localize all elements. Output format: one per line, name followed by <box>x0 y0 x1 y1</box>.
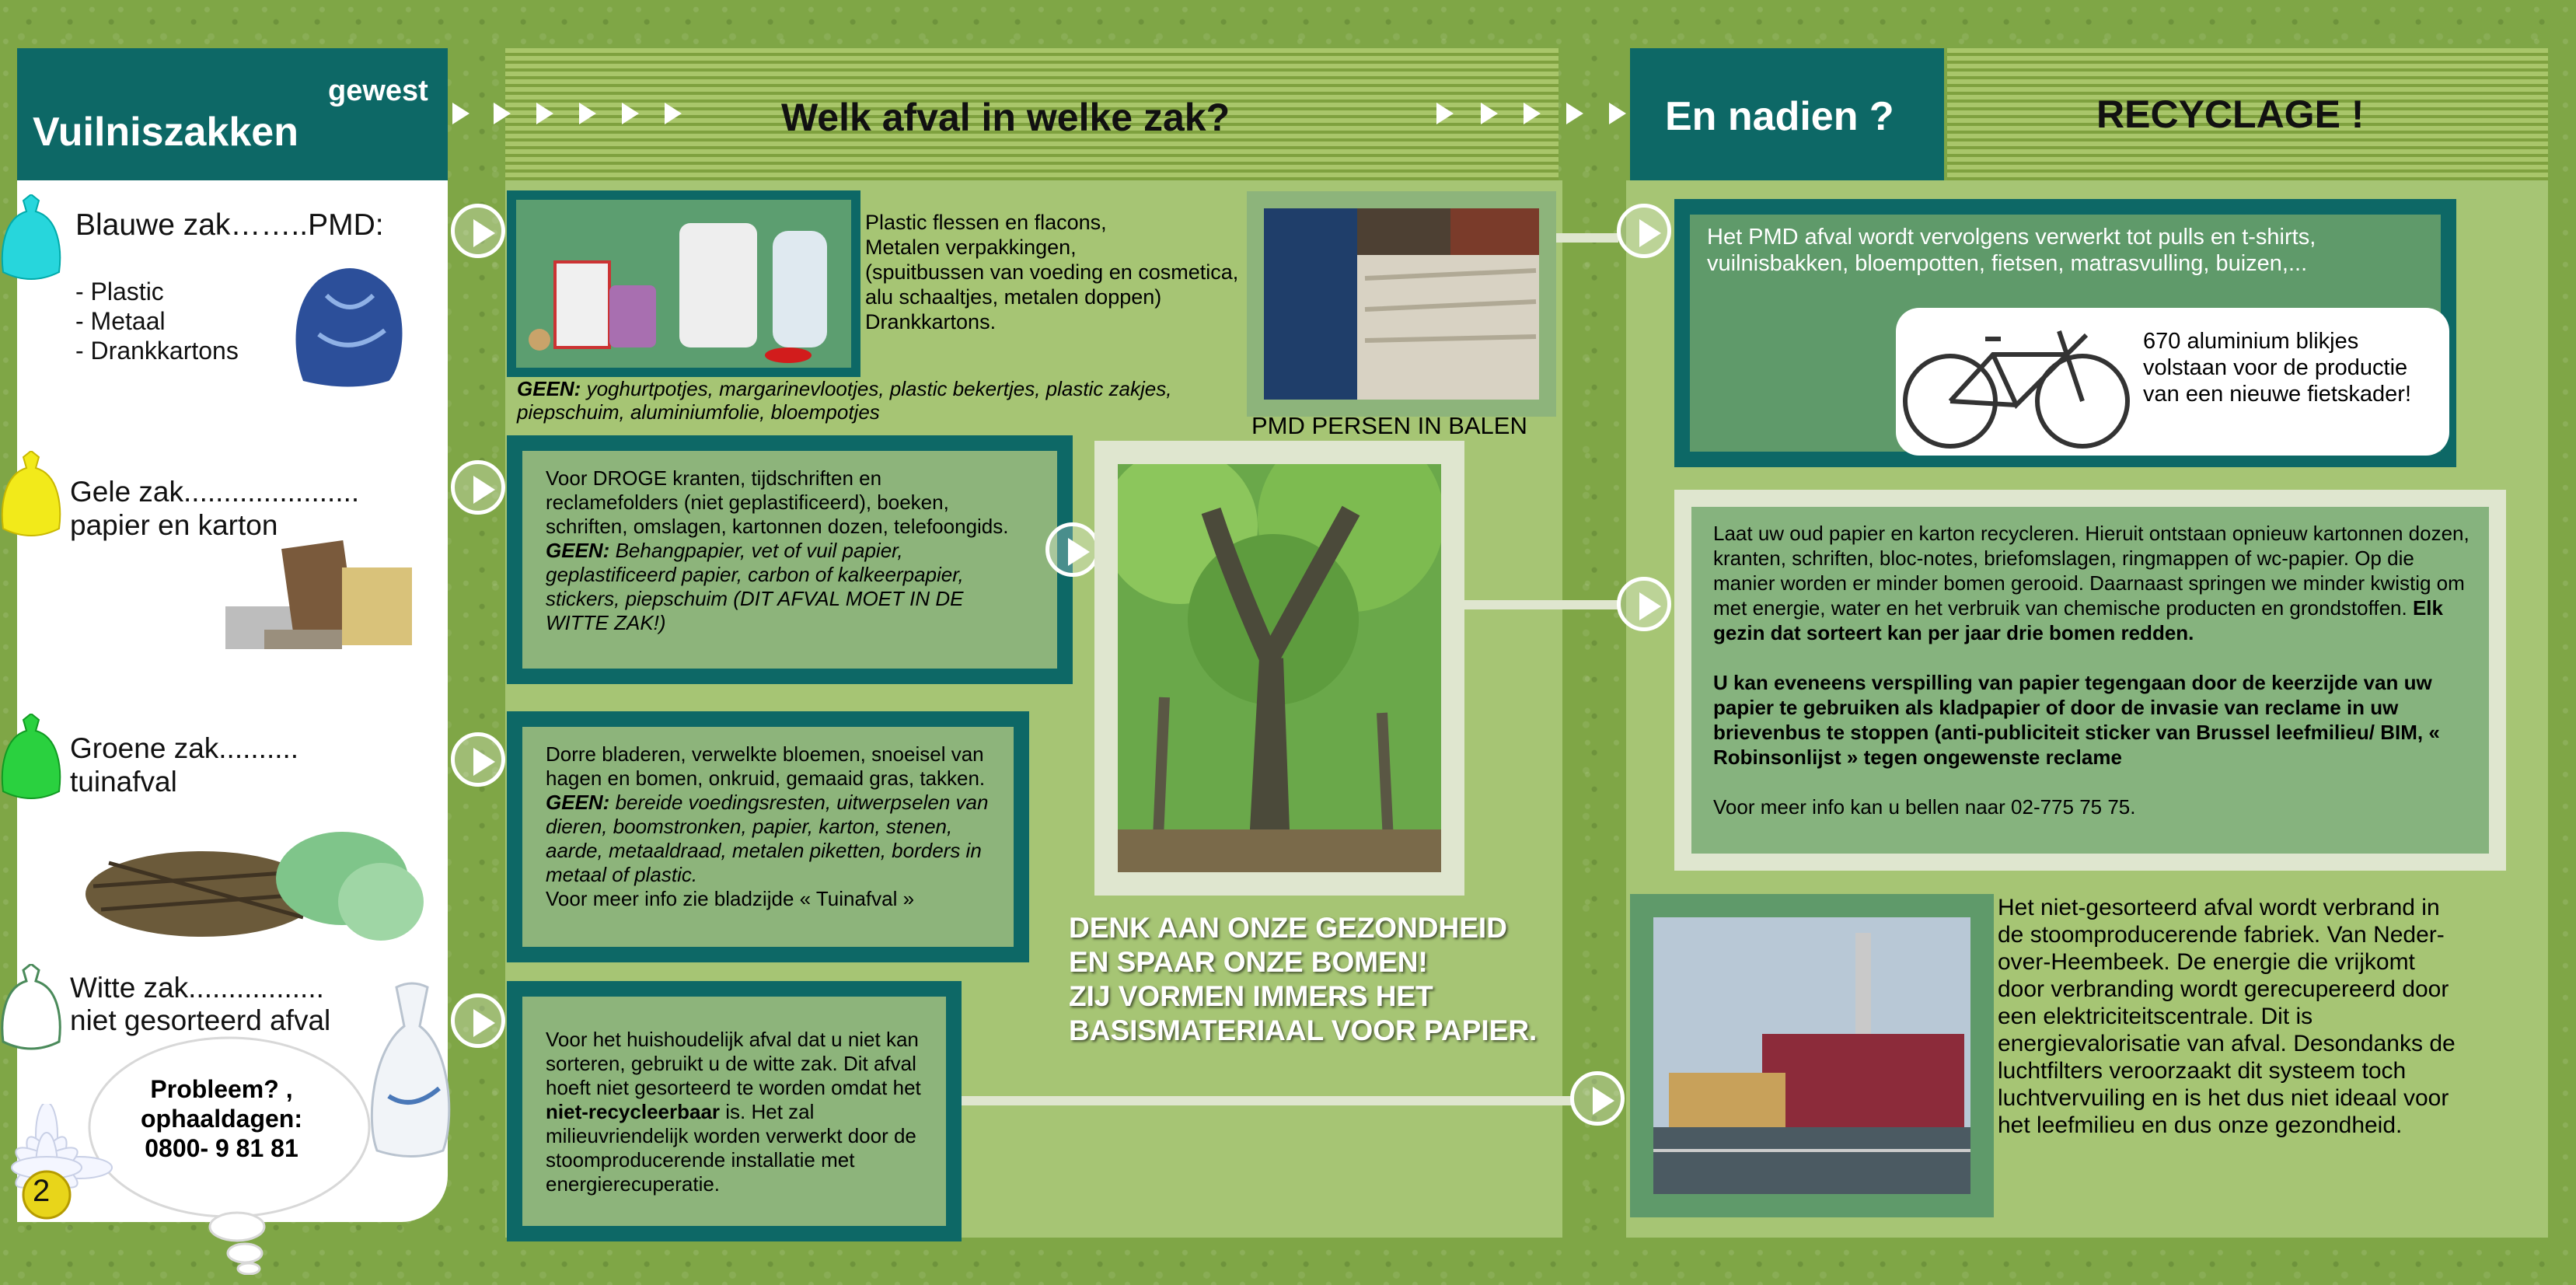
bike-card <box>1896 308 2449 456</box>
connector <box>1556 233 1618 243</box>
pmd-line-2: Metalen verpakkingen, <box>865 236 1077 259</box>
blue-bag-icon <box>0 194 62 284</box>
recycle-paper-bold: Elk gezin dat sorteert kan per jaar drie bomen redden. <box>1713 596 2443 644</box>
garden-waste-photo <box>86 808 428 956</box>
play-button-white-right[interactable] <box>1570 1071 1625 1126</box>
pmd-line-5: Drankkartons. <box>865 310 997 333</box>
pmd-bales-photo <box>1247 191 1556 417</box>
yellow-bag-line1: Gele zak...................... <box>70 476 360 508</box>
cloud-line1: Probleem? , <box>150 1075 293 1103</box>
white-text <box>546 1028 934 1196</box>
recycle-pmd-box <box>1674 199 2456 467</box>
cloud-line2: ophaaldagen: <box>140 1105 302 1133</box>
slogan-line1: DENK AAN ONZE GEZONDHEID <box>1069 912 1507 944</box>
left-header <box>17 48 448 180</box>
connector <box>962 1096 1572 1105</box>
white-bag-line2: niet gesorteerd afval <box>70 1004 331 1036</box>
slogan <box>1069 911 1537 1048</box>
pmd-geen-text: yoghurtpotjes, margarinevlootjes, plastic bekertjes, plastic zakjes, <box>581 377 1172 400</box>
recycle-pmd-text: Het PMD afval wordt vervolgens verwerkt tot pulls en t-shirts, vuilnisbakken, bloempotten, fietsen, matrasvulling, buizen,... <box>1707 225 2316 276</box>
recycle-paper-text <box>1713 521 2475 819</box>
arrow-icon <box>1436 103 1454 124</box>
pmd-text <box>865 210 1269 334</box>
white-bag-line1: Witte zak................. <box>70 972 324 1004</box>
play-button-recycle-paper[interactable] <box>1617 577 1671 631</box>
bike-text: 670 aluminium blikjes volstaan voor de productie van een nieuwe fietskader! <box>2143 329 2411 407</box>
garden-text <box>546 742 1004 911</box>
arrow-icon <box>1566 103 1583 124</box>
garden-main: Dorre bladeren, verwelkte bloemen, snoeisel van hagen en bomen, onkruid, gemaaid gras, takken. <box>546 742 986 790</box>
paper-geen-text: Behangpapier, vet of vuil papier, geplastificeerd papier, carbon of kalkeerpapier, stickers, piepschuim (DIT AFVAL MOET IN DE WITTE ZAK!) <box>546 539 964 634</box>
slogan-line4: BASISMATERIAAL VOOR PAPIER. <box>1069 1014 1538 1046</box>
play-button-pmd[interactable] <box>451 204 505 258</box>
connector <box>1464 600 1620 609</box>
play-button-recycle-pmd[interactable] <box>1617 204 1671 258</box>
garden-geen-label: GEEN: <box>546 791 610 814</box>
pmd-geen-label: GEEN: <box>517 377 581 400</box>
arrow-icon <box>452 103 469 124</box>
white-main: Voor het huishoudelijk afval dat u niet kan sorteren, gebruikt u de witte zak. Dit afval hoeft niet gesorteerd te worden omdat het <box>546 1028 921 1099</box>
garden-more: Voor meer info zie bladzijde « Tuinafval » <box>546 887 915 910</box>
white-bag-photo <box>365 979 459 1166</box>
tree-photo <box>1094 441 1464 896</box>
arrow-icon <box>1609 103 1626 124</box>
recycle-paper-box <box>1674 490 2506 871</box>
pmd-line-3: (spuitbussen van voeding en cosmetica, <box>865 260 1239 284</box>
blue-bag-title: Blauwe zak……..PMD: <box>75 208 384 242</box>
blue-bag-photo <box>288 257 412 389</box>
gewest-label: gewest <box>328 75 428 107</box>
green-bag-line1: Groene zak.......... <box>70 732 299 764</box>
paper-text <box>546 466 1012 635</box>
pmd-line-4: alu schaaltjes, metalen doppen) <box>865 285 1162 309</box>
recycle-paper-info: Voor meer info kan u bellen naar 02-775 75 75. <box>1713 795 2136 819</box>
garden-box <box>507 711 1029 962</box>
blue-item-plastic: - Plastic <box>75 278 164 306</box>
blue-item-drankkartons: - Drankkartons <box>75 337 239 365</box>
incinerator-photo <box>1630 894 1994 1217</box>
play-button-white[interactable] <box>451 993 505 1048</box>
pmd-caption: PMD PERSEN IN BALEN <box>1251 412 1527 439</box>
pmd-geen-text2: piepschuim, aluminiumfolie, bloempotjes <box>517 400 880 424</box>
blue-bag-list <box>75 277 239 365</box>
paper-main: Voor DROGE kranten, tijdschriften en reclamefolders (niet geplastificeerd), boeken, schriften, omslagen, kartonnen dozen, telefoongids. <box>546 466 1009 538</box>
pmd-products-photo <box>507 190 860 377</box>
daisy-icon <box>0 1104 132 1285</box>
play-button-paper[interactable] <box>451 460 505 515</box>
pmd-line-1: Plastic flessen en flacons, <box>865 211 1107 234</box>
arrow-icon <box>536 103 553 124</box>
paper-stack-photo <box>218 521 420 657</box>
play-button-garden[interactable] <box>451 732 505 787</box>
recycle-paper-main: Laat uw oud papier en karton recycleren. Hieruit ontstaan opnieuw kartonnen dozen, kranten, schriften, bloc-notes, briefomslagen, ringmappen of wc-papier. Op die manier worden er minder bomen gerooid. Daarnaast springen we minder kwistig om met energie, water en het verbruik van chemische producten en grondstoffen. <box>1713 522 2470 620</box>
page-number: 2 <box>33 1174 51 1208</box>
arrow-icon <box>665 103 682 124</box>
middle-title: Welk afval in welke zak? <box>781 96 1230 139</box>
cloud-line3: 0800- 9 81 81 <box>145 1134 298 1162</box>
paper-geen-label: GEEN: <box>546 539 610 562</box>
right-title-right: RECYCLAGE ! <box>2096 93 2365 136</box>
incinerator-text: Het niet-gesorteerd afval wordt verbrand in de stoomproducerende fabriek. Van Neder-over-Heembeek. De energie die vrijkomt door verbranding wordt gerecupereerd door een elektriciteitscentrale. Dit is energievalorisatie van afval. Desondanks de luchtfilters veroorzaakt dit systeem toch luchtvervuiling en is het dus niet ideaal voor het leefmilieu en dus onze gezondheid. <box>1998 895 2456 1138</box>
pmd-geen <box>517 377 1255 424</box>
left-title: Vuilniszakken <box>33 110 298 155</box>
recycle-paper-bold2: U kan eveneens verspilling van papier tegengaan door de keerzijde van uw papier te gebruiken als kladpapier of door de invasie van reclame in uw brievenbus te stoppen (anti-publiciteit sticker van Brussel leefmilieu/ BIM, « Robinsonlijst » tegen ongewenste reclame <box>1713 671 2440 769</box>
arrow-icon <box>1481 103 1498 124</box>
paper-box <box>507 435 1073 684</box>
arrow-icon <box>494 103 511 124</box>
arrow-icon <box>1524 103 1541 124</box>
slogan-line2: EN SPAAR ONZE BOMEN! <box>1069 946 1428 978</box>
green-bag-icon <box>0 714 62 803</box>
green-bag-line2: tuinafval <box>70 766 177 798</box>
garden-geen-text: bereide voedingsresten, uitwerpselen van dieren, boomstronken, papier, karton, stenen, aarde, metaaldraad, metalen piketten, borders in metaal of plastic. <box>546 791 989 886</box>
arrow-icon <box>622 103 639 124</box>
bicycle-icon <box>1900 308 2133 456</box>
white-bold: niet-recycleerbaar <box>546 1100 721 1123</box>
yellow-bag-line2: papier en karton <box>70 509 278 541</box>
recycle-paper-inner <box>1691 507 2489 854</box>
white-box <box>507 981 962 1241</box>
slogan-line3: ZIJ VORMEN IMMERS HET <box>1069 980 1433 1012</box>
play-button-paper-inner[interactable] <box>1045 522 1100 577</box>
arrow-icon <box>579 103 596 124</box>
blue-item-metaal: - Metaal <box>75 307 166 335</box>
white-bag-icon <box>0 964 62 1053</box>
white-main2: is. Het zal milieuvriendelijk worden verwerkt door de stoomproducerende installatie met energierecuperatie. <box>546 1100 916 1196</box>
yellow-bag-icon <box>0 451 62 540</box>
right-title-left: En nadien ? <box>1665 94 1894 139</box>
right-header-left <box>1630 48 1944 180</box>
